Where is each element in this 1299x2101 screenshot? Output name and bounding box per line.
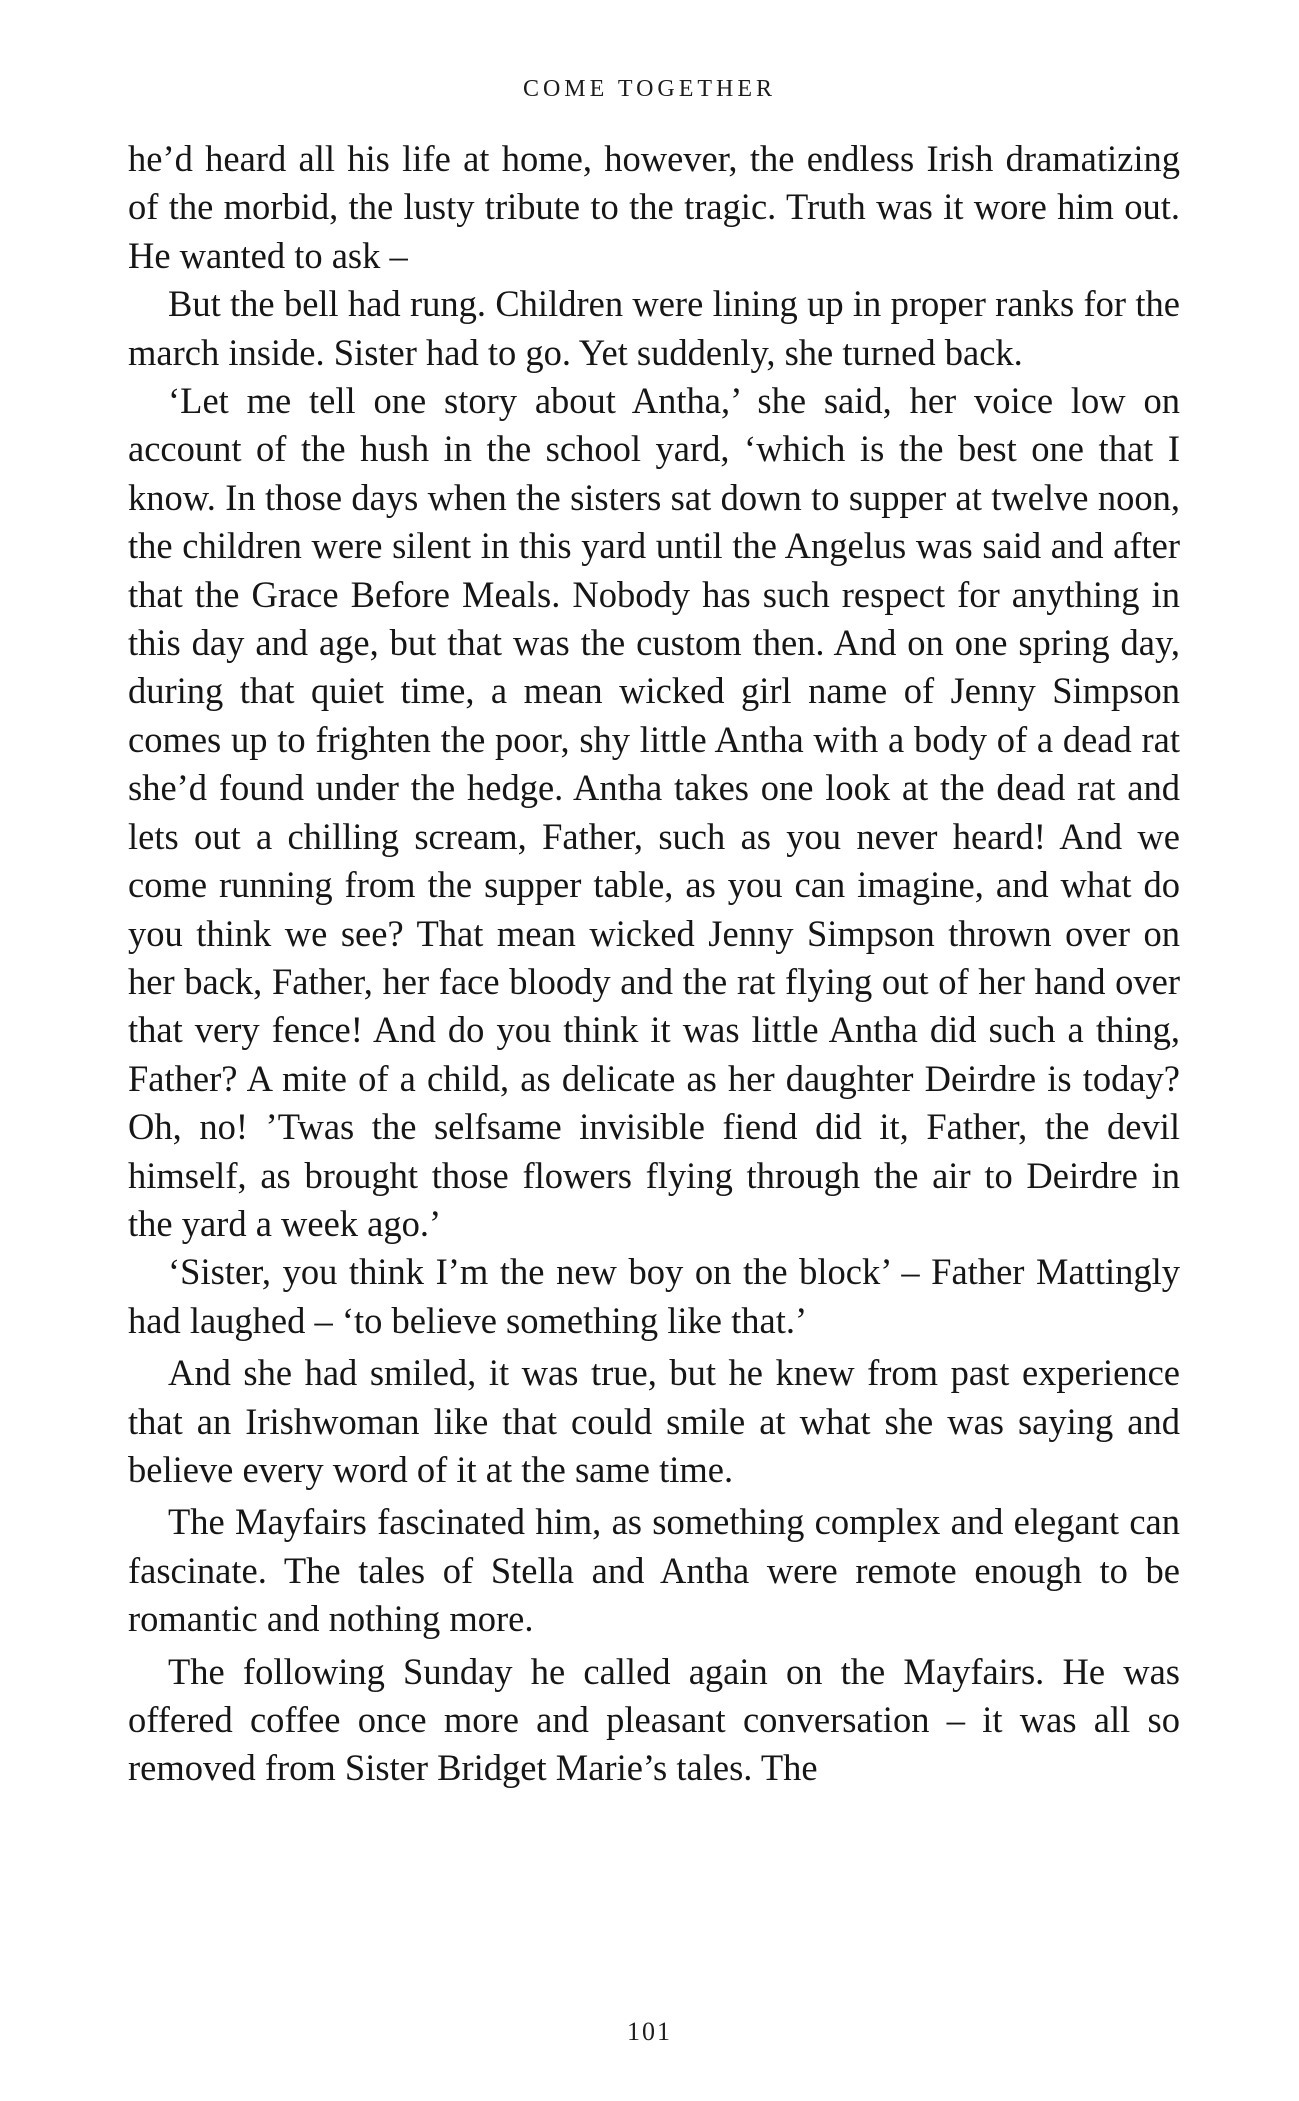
page-number: 101 <box>627 2017 672 2046</box>
paragraph: But the bell had rung. Children were lining up in proper ranks for the march inside. Sister had to go. Yet suddenly, she turned back. <box>128 283 1180 373</box>
body-text <box>128 135 1180 1793</box>
paragraph: The Mayfairs fascinated him, as something complex and elegant can fascinate. The tales of Stella and Antha were remote enough to be romantic and nothing more. <box>128 1501 1180 1640</box>
paragraph: ‘Sister, you think I’m the new boy on the block’ – Father Mattingly had laughed – ‘to believe something like that.’ <box>128 1251 1180 1341</box>
paragraph: And she had smiled, it was true, but he knew from past experience that an Irishwoman like that could smile at what she was saying and believe every word of it at the same time. <box>128 1352 1180 1490</box>
paragraph: The following Sunday he called again on the Mayfairs. He was offered coffee once more and pleasant conversation – it was all so removed from Sister Bridget Marie’s tales. The <box>128 1650 1180 1789</box>
paragraph: he’d heard all his life at home, however, the endless Irish dramatizing of the morbid, the lusty tribute to the tragic. Truth was it wore him out. He wanted to ask – <box>128 138 1180 276</box>
paragraph: ‘Let me tell one story about Antha,’ she said, her voice low on account of the hush in the school yard, ‘which is the best one that I know. In those days when the sisters sat down to supper at twelve noon, the children were silent in this yard until the Angelus was said and after that the Grace Before Meals. Nobody has such respect for anything in this day and age, but that was the custom then. And on one spring day, during that quiet time, a mean wicked girl name of Jenny Simpson comes up to frighten the poor, shy little Antha with a body of a dead rat she’d found under the hedge. Antha takes one look at the dead rat and lets out a chilling scream, Father, such as you never heard! And we come running from the supper table, as you can imagine, and what do you think we see? That mean wicked Jenny Simpson thrown over on her back, Father, her face bloody and the rat flying out of her hand over that very fence! And do you think it was little Antha did such a thing, Father? A mite of a child, as delicate as her daughter Deirdre is today? Oh, no! ’Twas the selfsame invisible fiend did it, Father, the devil himself, as brought those flowers flying through the air to Deirdre in the yard a week ago.’ <box>128 380 1180 1244</box>
running-head: COME TOGETHER <box>522 76 777 102</box>
